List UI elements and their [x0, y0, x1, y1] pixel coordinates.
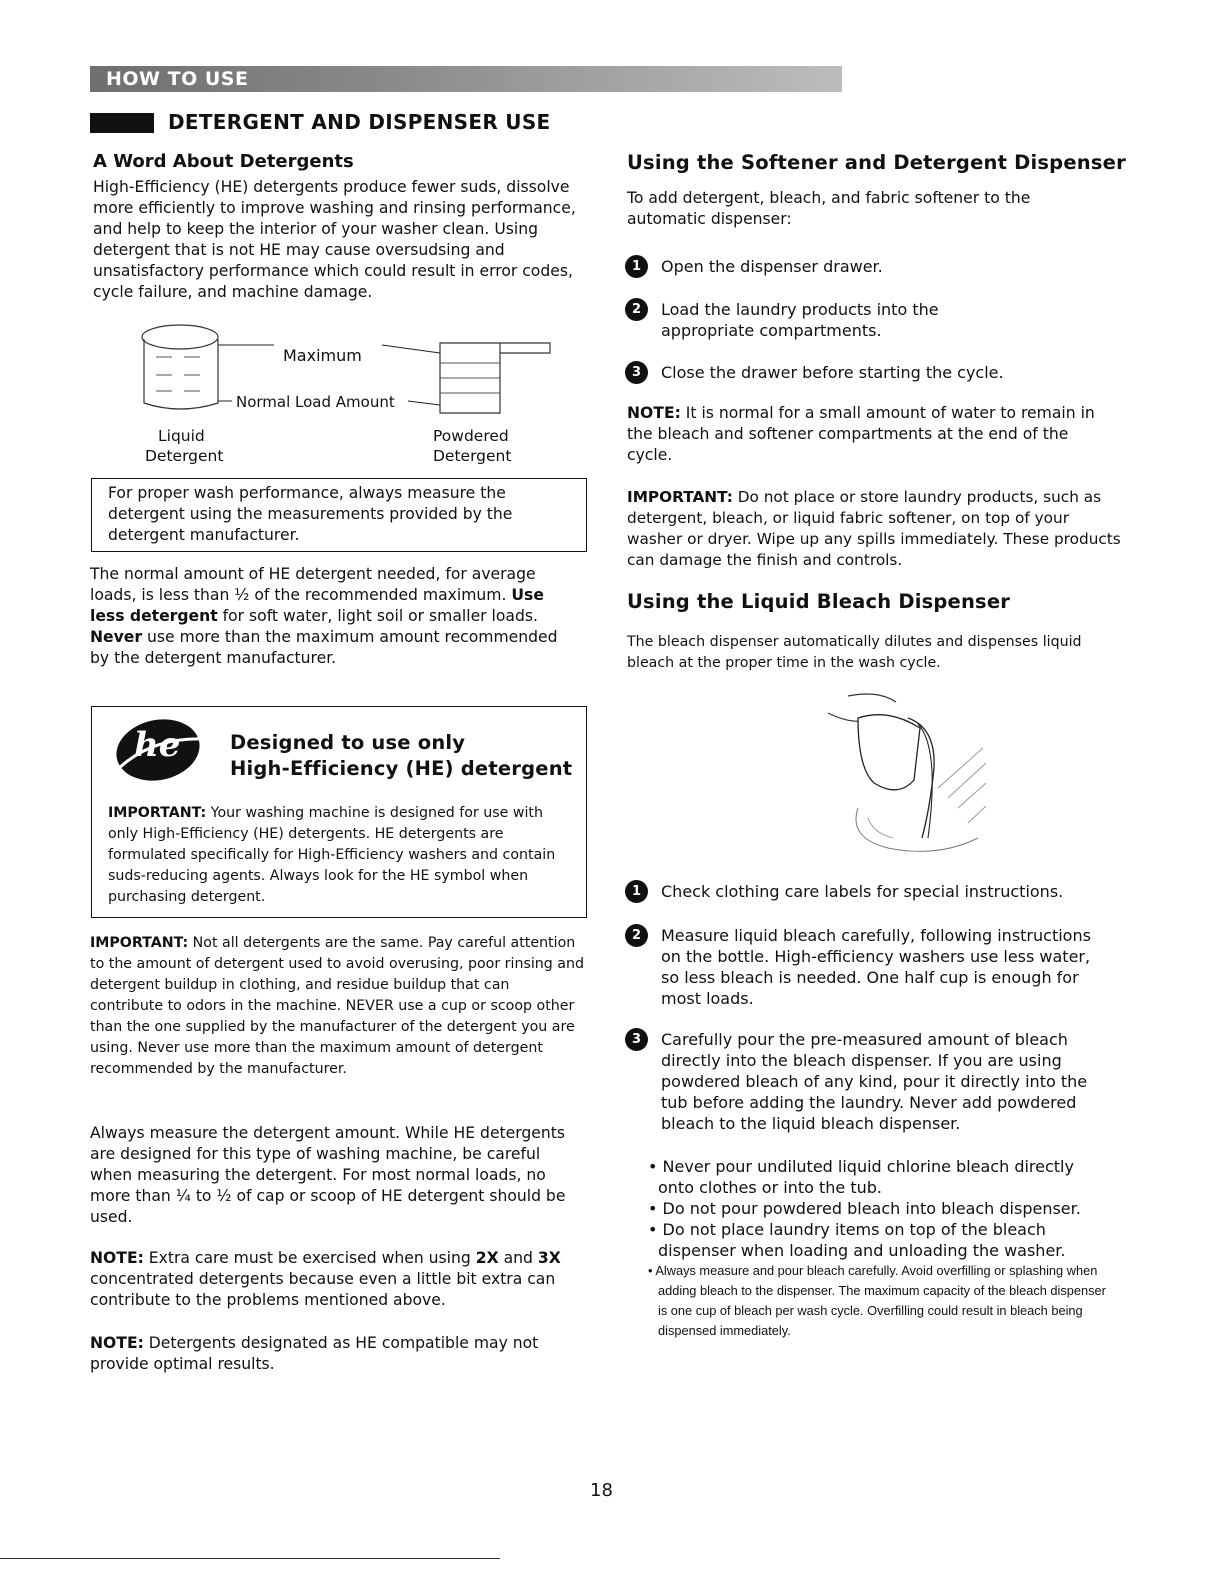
- always-measure-text: Always measure the detergent amount. While HE detergents are designed for this type of washing machine, be careful when measuring the detergent. For most normal loads, no more than ¼ to ½ of cap or scoop of HE detergent should be used.: [90, 1124, 566, 1226]
- text-span: and: [498, 1249, 538, 1267]
- word-about-title: A Word About Detergents: [93, 151, 354, 172]
- important-label: IMPORTANT:: [108, 805, 207, 821]
- bottom-rule: [0, 1558, 500, 1559]
- how-to-use-banner: [90, 66, 842, 92]
- text-span: Extra care must be exercised when using: [143, 1249, 476, 1267]
- note-label: NOTE:: [627, 404, 681, 422]
- bullet-item: • Never pour undiluted liquid chlorine bleach directly onto clothes or into the tub.: [648, 1157, 1074, 1197]
- bullet-text: Always measure and pour bleach carefully. Avoid overfilling or splashing when adding bleach to the dispenser. The maximum capacity of the bleach dispenser is one cup of bleach per wash cycle. Overfilling could result in bleach being dispensed immediately.: [655, 1263, 1106, 1338]
- softener-step-3: Close the drawer before starting the cycle.: [661, 363, 1004, 382]
- text-span: Your washing machine is designed for use with only High-Efficiency (HE) detergents. HE detergents are formulated specifically for High-Efficiency washers and contain suds-reducing agents. Always look for the HE symbol when purchasing detergent.: [108, 805, 556, 905]
- emphasis: Never: [90, 628, 143, 646]
- liquid-label: Liquid: [158, 427, 205, 445]
- important-label: IMPORTANT:: [90, 935, 189, 951]
- text-span: use more than the maximum amount recommended by the detergent manufacturer.: [90, 628, 558, 667]
- he-logo: [112, 717, 206, 783]
- section-marker: [90, 113, 154, 133]
- step-number: 3: [625, 1028, 648, 1051]
- step-number: 1: [625, 880, 648, 903]
- step-number: 1: [625, 255, 648, 278]
- bleach-step-3: Carefully pour the pre-measured amount of bleach directly into the bleach dispenser. If you are using powdered bleach of any kind, pour it directly into the tub before adding the laundry. Never add powdered bleach to the liquid bleach dispenser.: [661, 1030, 1088, 1133]
- bullet-item: • Do not place laundry items on top of the bleach dispenser when loading and unloading the washer.: [648, 1220, 1066, 1260]
- measure-note-text: For proper wash performance, always measure the detergent using the measurements provided by the detergent manufacturer.: [108, 484, 513, 544]
- text-span: Detergents designated as HE compatible may not provide optimal results.: [90, 1334, 539, 1373]
- normal-amount-text: [90, 564, 580, 669]
- softener-title: Using the Softener and Detergent Dispenser: [627, 151, 1126, 174]
- he-title-2: High-Efficiency (HE) detergent: [230, 757, 573, 780]
- emphasis: 2X: [475, 1249, 499, 1267]
- note-normal-water: [627, 403, 1097, 466]
- maximum-label: Maximum: [283, 346, 362, 365]
- bullet-item-small: • Always measure and pour bleach carefully. Avoid overfilling or splashing when adding bleach to the dispenser. The maximum capacity of the bleach dispenser is one cup of bleach per wash cycle. Overfilling could result in bleach being dispensed immediately.: [648, 1263, 1106, 1338]
- note-2x-3x: [90, 1248, 585, 1311]
- text-span: for soft water, light soil or smaller loads.: [217, 607, 538, 625]
- softener-step-1: Open the dispenser drawer.: [661, 257, 883, 276]
- bullet-text: Never pour undiluted liquid chlorine bleach directly onto clothes or into the tub.: [658, 1157, 1074, 1197]
- important-label: IMPORTANT:: [627, 488, 733, 506]
- note-label: NOTE:: [90, 1334, 144, 1352]
- powdered-label: Powdered: [433, 427, 509, 445]
- word-about-body: High-Efficiency (HE) detergents produce fewer suds, dissolve more efficiently to improve washing and rinsing performance, and help to keep the interior of your washer clean. Using detergent that is not HE may cause oversudsing and unsatisfactory performance which could result in error codes, cycle failure, and machine damage.: [93, 178, 576, 301]
- text-span: The normal amount of HE detergent needed, for average loads, is less than ½ of the recommended maximum.: [90, 565, 536, 604]
- he-title-1: Designed to use only: [230, 731, 466, 754]
- he-logo-text: he: [134, 725, 181, 765]
- banner-text: HOW TO USE: [106, 68, 249, 90]
- important-detergents-text: [90, 933, 585, 1080]
- step-number: 2: [625, 924, 648, 947]
- text-span: It is normal for a small amount of water to remain in the bleach and softener compartments at the end of the cycle.: [627, 404, 1095, 464]
- bullet-item: • Do not pour powdered bleach into bleach dispenser.: [648, 1199, 1081, 1218]
- bleach-title: Using the Liquid Bleach Dispenser: [627, 590, 1011, 613]
- bullet-text: Do not place laundry items on top of the bleach dispenser when loading and unloading the washer.: [658, 1220, 1066, 1260]
- powdered-label-2: Detergent: [433, 447, 512, 465]
- emphasis: 3X: [537, 1249, 561, 1267]
- section-title: DETERGENT AND DISPENSER USE: [168, 110, 551, 134]
- emphasis: Use less detergent: [90, 586, 544, 625]
- softener-step-2: Load the laundry products into the appropriate compartments.: [661, 300, 939, 340]
- step-number: 2: [625, 298, 648, 321]
- he-detergent-box: [91, 706, 587, 918]
- page-number: 18: [590, 1480, 613, 1501]
- note-he-compatible: [90, 1333, 585, 1375]
- text-span: Do not place or store laundry products, such as detergent, bleach, or liquid fabric softener, on top of your washer or dryer. Wipe up any spills immediately. These products can damage the finish and controls.: [627, 488, 1121, 569]
- bleach-intro: The bleach dispenser automatically dilutes and dispenses liquid bleach at the proper time in the wash cycle.: [627, 634, 1082, 671]
- step-number: 3: [625, 361, 648, 384]
- bleach-pour-illustration: [818, 688, 988, 860]
- bleach-bullets: [648, 1156, 1108, 1341]
- note-label: NOTE:: [90, 1249, 144, 1267]
- bullet-text: Do not pour powdered bleach into bleach dispenser.: [662, 1199, 1081, 1218]
- liquid-label-2: Detergent: [145, 447, 224, 465]
- normal-load-label: Normal Load Amount: [236, 393, 395, 411]
- text-span: concentrated detergents because even a little bit extra can contribute to the problems mentioned above.: [90, 1270, 556, 1309]
- he-important-text: [108, 803, 568, 908]
- important-storage: [627, 487, 1122, 571]
- bleach-step-1: Check clothing care labels for special instructions.: [661, 882, 1064, 901]
- text-span: Not all detergents are the same. Pay careful attention to the amount of detergent used to avoid overusing, poor rinsing and detergent buildup in clothing, and residue buildup that can contribute to odors in the machine. NEVER use a cup or scoop other than the one supplied by the manufacturer of the detergent you are using. Never use more than the maximum amount of detergent recommended by the manufacturer.: [90, 935, 584, 1077]
- bleach-step-2: Measure liquid bleach carefully, following instructions on the bottle. High-efficiency washers use less water, so less bleach is needed. One half cup is enough for most loads.: [661, 926, 1091, 1008]
- softener-intro: To add detergent, bleach, and fabric softener to the automatic dispenser:: [627, 189, 1031, 228]
- measure-note-box: [91, 478, 587, 552]
